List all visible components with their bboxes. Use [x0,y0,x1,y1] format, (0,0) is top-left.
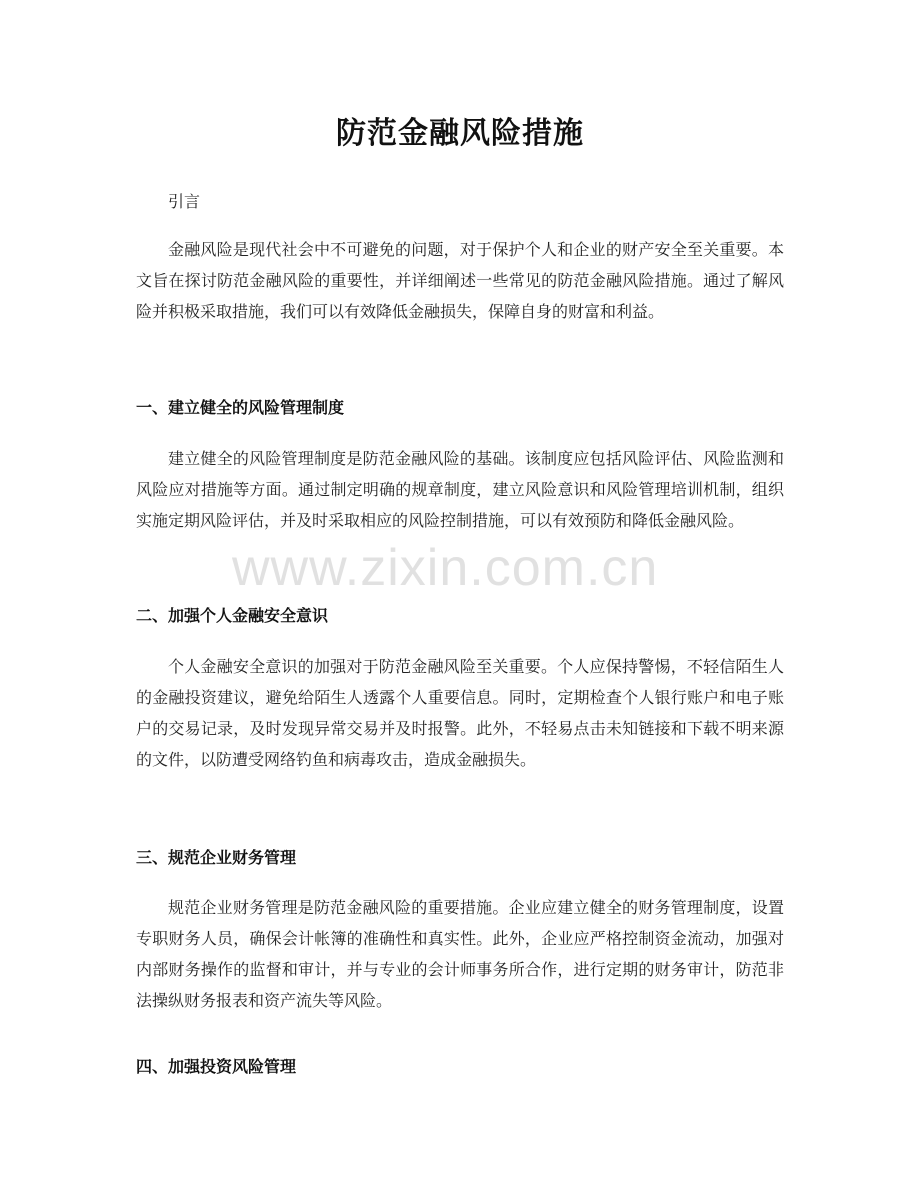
section-1-heading: 一、建立健全的风险管理制度 [136,398,345,417]
section-3-heading: 三、规范企业财务管理 [136,848,297,867]
section-4-heading: 四、加强投资风险管理 [136,1057,297,1076]
section-3-paragraph: 规范企业财务管理是防范金融风险的重要措施。企业应建立健全的财务管理制度，设置专职财务人员，确保会计帐簿的准确性和真实性。此外，企业应严格控制资金流动，加强对内部财务操作的监督和审计，并与专业的会计师事务所合作，进行定期的财务审计，防范非法操纵财务报表和资产流失等风险。 [136,898,784,1010]
section-2-paragraph: 个人金融安全意识的加强对于防范金融风险至关重要。个人应保持警惕，不轻信陌生人的金融投资建议，避免给陌生人透露个人重要信息。同时，定期检查个人银行账户和电子账户的交易记录，及时发现异常交易并及时报警。此外，不轻易点击未知链接和下载不明来源的文件，以防遭受网络钓鱼和病毒攻击，造成金融损失。 [136,657,784,769]
section-1-paragraph: 建立健全的风险管理制度是防范金融风险的基础。该制度应包括风险评估、风险监测和风险应对措施等方面。通过制定明确的规章制度，建立风险意识和风险管理培训机制，组织实施定期风险评估，并及时采取相应的风险控制措施，可以有效预防和降低金融风险。 [136,449,784,530]
intro-label: 引言 [168,192,201,211]
document-title: 防范金融风险措施 [336,116,584,151]
watermark: www.zixin.com.cn [232,539,659,597]
section-2-heading: 二、加强个人金融安全意识 [136,606,329,625]
intro-paragraph: 金融风险是现代社会中不可避免的问题，对于保护个人和企业的财产安全至关重要。本文旨在探讨防范金融风险的重要性，并详细阐述一些常见的防范金融风险措施。通过了解风险并积极采取措施，我们可以有效降低金融损失，保障自身的财富和利益。 [136,240,784,321]
